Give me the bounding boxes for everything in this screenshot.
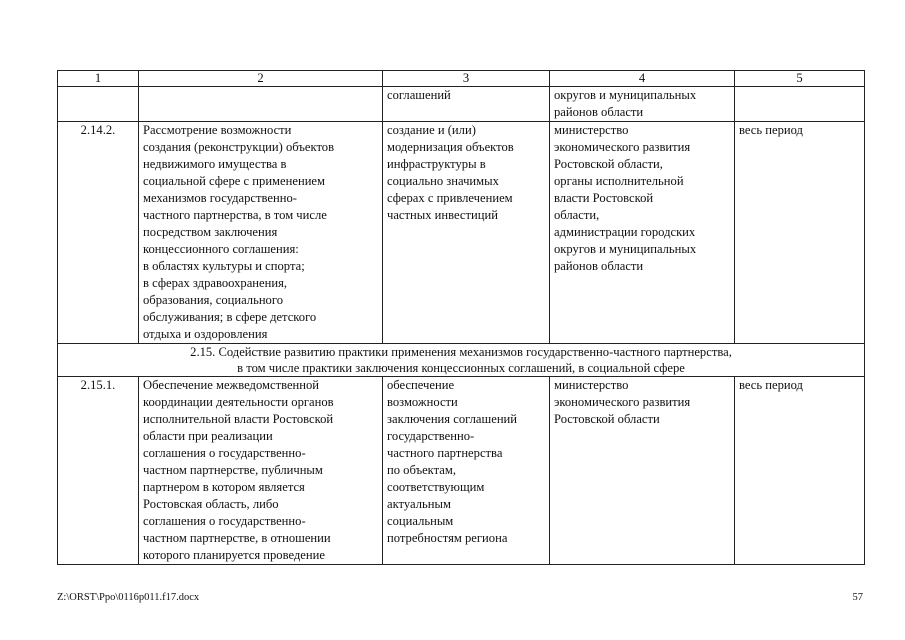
header-cell-2: 2 xyxy=(139,71,383,87)
cell-line: частного партнерства, в том числе xyxy=(143,208,327,222)
measure-cell xyxy=(139,122,383,344)
cell-line: по объектам, xyxy=(387,463,456,477)
cell-line: возможности xyxy=(387,395,458,409)
file-path: Z:\ORST\Ppo\0116p011.f17.docx xyxy=(57,592,200,603)
cell-line: частном партнерстве, в отношении xyxy=(143,531,331,545)
cell-line: Обеспечение межведомственной xyxy=(143,378,320,392)
table-header-row xyxy=(58,71,865,87)
cell-line: в сферах здравоохранения, xyxy=(143,276,288,290)
table-row xyxy=(58,377,865,565)
page-number: 57 xyxy=(852,592,863,603)
section-heading-line: в том числе практики заключения концессионных соглашений, в социальной сфере xyxy=(237,361,685,375)
cell-line: области при реализации xyxy=(143,429,273,443)
table-row xyxy=(58,87,865,122)
row-number: 2.15.1. xyxy=(58,377,139,565)
section-heading-line: 2.15. Содействие развитию практики применения механизмов государственно-частного партнерства, xyxy=(190,345,732,359)
cell-line: исполнительной власти Ростовской xyxy=(143,412,334,426)
cell-line: социальной сфере с применением xyxy=(143,174,325,188)
cell-line: социальным xyxy=(387,514,454,528)
header-cell-3: 3 xyxy=(383,71,550,87)
cell-line: создания (реконструкции) объектов xyxy=(143,140,335,154)
cell-line: министерство xyxy=(554,123,629,137)
cell-line: государственно- xyxy=(387,429,475,443)
cell-line: экономического развития xyxy=(554,395,691,409)
cell-line: власти Ростовской xyxy=(554,191,654,205)
cell-line: механизмов государственно- xyxy=(143,191,297,205)
cell-line: актуальным xyxy=(387,497,451,511)
responsible-cell xyxy=(550,122,735,344)
cell-line: социально значимых xyxy=(387,174,499,188)
cell-line: соглашения о государственно- xyxy=(143,514,306,528)
cell-line: соглашения о государственно- xyxy=(143,446,306,460)
table-row xyxy=(58,122,865,344)
cell-line: администрации городских xyxy=(554,225,696,239)
cell-line: области, xyxy=(554,208,600,222)
result-cell xyxy=(383,87,550,122)
cell-line: образования, социального xyxy=(143,293,284,307)
cell-line: частного партнерства xyxy=(387,446,503,460)
cell-line: районов области xyxy=(554,105,644,119)
cell-line: Рассмотрение возможности xyxy=(143,123,292,137)
header-cell-4: 4 xyxy=(550,71,735,87)
cell-line: координации деятельности органов xyxy=(143,395,334,409)
cell-line: округов и муниципальных xyxy=(554,88,697,102)
header-cell-5: 5 xyxy=(735,71,865,87)
plan-table xyxy=(57,70,865,565)
cell-line: Ростовской области, xyxy=(554,157,663,171)
header-cell-1: 1 xyxy=(58,71,139,87)
cell-line: инфраструктуры в xyxy=(387,157,486,171)
cell-line: частном партнерстве, публичным xyxy=(143,463,323,477)
cell-line: сферах с привлечением xyxy=(387,191,513,205)
cell-line: отдыха и оздоровления xyxy=(143,327,268,341)
responsible-cell xyxy=(550,87,735,122)
cell-line: Ростовская область, либо xyxy=(143,497,279,511)
cell-line: районов области xyxy=(554,259,644,273)
measure-cell xyxy=(139,377,383,565)
cell-line: Ростовской области xyxy=(554,412,660,426)
cell-line: которого планируется проведение xyxy=(143,548,325,562)
result-cell xyxy=(383,377,550,565)
cell-line: обслуживания; в сфере детского xyxy=(143,310,317,324)
cell-line: соответствующим xyxy=(387,480,485,494)
cell-line: посредством заключения xyxy=(143,225,278,239)
cell-line: округов и муниципальных xyxy=(554,242,697,256)
cell-line: модернизация объектов xyxy=(387,140,514,154)
cell-line: министерство xyxy=(554,378,629,392)
period-cell xyxy=(735,87,865,122)
responsible-cell xyxy=(550,377,735,565)
cell-line: недвижимого имущества в xyxy=(143,157,287,171)
cell-line: создание и (или) xyxy=(387,123,476,137)
cell-line: органы исполнительной xyxy=(554,174,684,188)
row-number: 2.14.2. xyxy=(58,122,139,344)
row-number xyxy=(58,87,139,122)
cell-line: партнером в котором является xyxy=(143,480,305,494)
cell-line: частных инвестиций xyxy=(387,208,498,222)
section-heading xyxy=(58,344,865,377)
cell-line: потребностям региона xyxy=(387,531,508,545)
measure-cell xyxy=(139,87,383,122)
cell-line: в областях культуры и спорта; xyxy=(143,259,305,273)
cell-line: обеспечение xyxy=(387,378,455,392)
cell-line: заключения соглашений xyxy=(387,412,518,426)
cell-line: экономического развития xyxy=(554,140,691,154)
cell-line: соглашений xyxy=(387,88,451,102)
cell-line: концессионного соглашения: xyxy=(143,242,299,256)
period-cell: весь период xyxy=(735,122,865,344)
period-cell: весь период xyxy=(735,377,865,565)
result-cell xyxy=(383,122,550,344)
section-heading-row xyxy=(58,344,865,377)
